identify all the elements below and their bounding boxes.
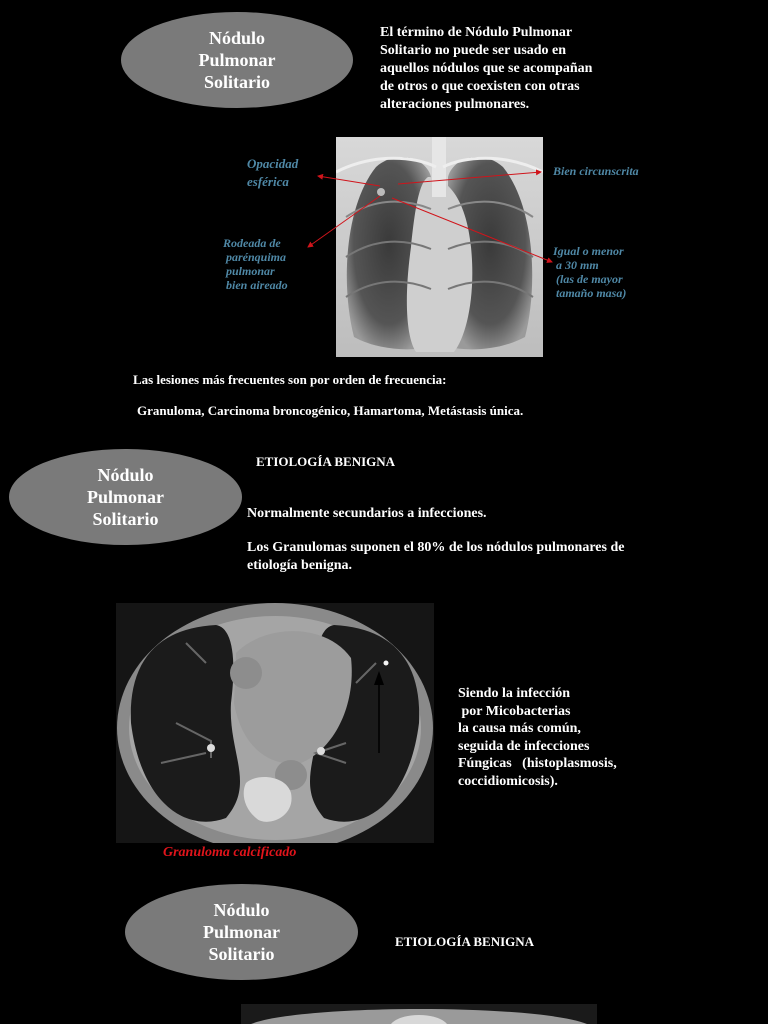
side-line: Siendo la infección xyxy=(458,686,571,701)
oval-line: Pulmonar xyxy=(198,50,276,70)
oval-line: Pulmonar xyxy=(202,922,280,942)
frequency-list: Granuloma, Carcinoma broncogénico, Hamartoma, Metástasis única. xyxy=(137,403,524,418)
mycobacteria-text xyxy=(458,685,617,790)
annotation-line: pulmonar xyxy=(226,264,275,278)
section-heading-2: ETIOLOGÍA BENIGNA xyxy=(395,934,535,949)
ct-scan-image xyxy=(116,603,434,843)
paragraph-line: Los Granulomas suponen el 80% de los nódulos pulmonares de xyxy=(247,540,625,555)
title-oval-2 xyxy=(9,449,242,545)
side-line: por Micobacterias xyxy=(458,703,571,719)
oval-line: Nódulo xyxy=(213,900,270,920)
oval-line: Solitario xyxy=(203,72,270,92)
paragraph-granulomas xyxy=(247,539,624,575)
oval-line: Pulmonar xyxy=(86,487,164,507)
side-line: seguida de infecciones xyxy=(458,738,590,754)
annotation-line: a 30 mm xyxy=(556,258,599,272)
oval-line: Solitario xyxy=(92,509,159,529)
intro-line: de otros o que coexisten con otras xyxy=(380,79,580,94)
frequency-intro: Las lesiones más frecuentes son por orden de frecuencia: xyxy=(133,372,447,387)
paragraph-line: etiología benigna. xyxy=(247,558,353,573)
section-heading: ETIOLOGÍA BENIGNA xyxy=(256,454,396,469)
ct-scan-image-partial xyxy=(241,1004,597,1024)
oval-line: Nódulo xyxy=(208,28,265,48)
intro-line: alteraciones pulmonares. xyxy=(380,97,530,112)
annotation-line: tamaño masa) xyxy=(556,286,627,300)
intro-line: aquellos nódulos que se acompañan xyxy=(380,61,593,76)
side-line: Fúngicas (histoplasmosis, xyxy=(458,756,617,771)
intro-line: Solitario no puede ser usado en xyxy=(380,43,567,58)
side-line: coccidiomicosis). xyxy=(458,773,558,789)
annotation-surrounded xyxy=(223,236,288,292)
annotation-line: bien aireado xyxy=(226,278,288,292)
annotation-line: esférica xyxy=(247,174,289,189)
annotation-line: Bien circunscrita xyxy=(553,164,639,178)
image-caption: Granuloma calcificado xyxy=(163,845,297,860)
paragraph-infections: Normalmente secundarios a infecciones. xyxy=(247,506,487,521)
annotation-line: Igual o menor xyxy=(553,244,624,258)
oval-line: Solitario xyxy=(208,944,275,964)
annotation-line: (las de mayor xyxy=(556,272,623,286)
annotation-opacity xyxy=(247,155,298,191)
intro-line: El término de Nódulo Pulmonar xyxy=(380,25,573,40)
title-oval-3 xyxy=(125,884,358,980)
oval-line: Nódulo xyxy=(97,465,154,485)
annotation-circumscribed xyxy=(553,164,639,178)
annotation-size xyxy=(553,244,626,300)
annotation-line: Opacidad xyxy=(247,156,299,171)
side-line: la causa más común, xyxy=(458,721,581,736)
annotation-line: parénquima xyxy=(226,250,287,264)
annotation-line: Rodeada de xyxy=(223,236,281,250)
